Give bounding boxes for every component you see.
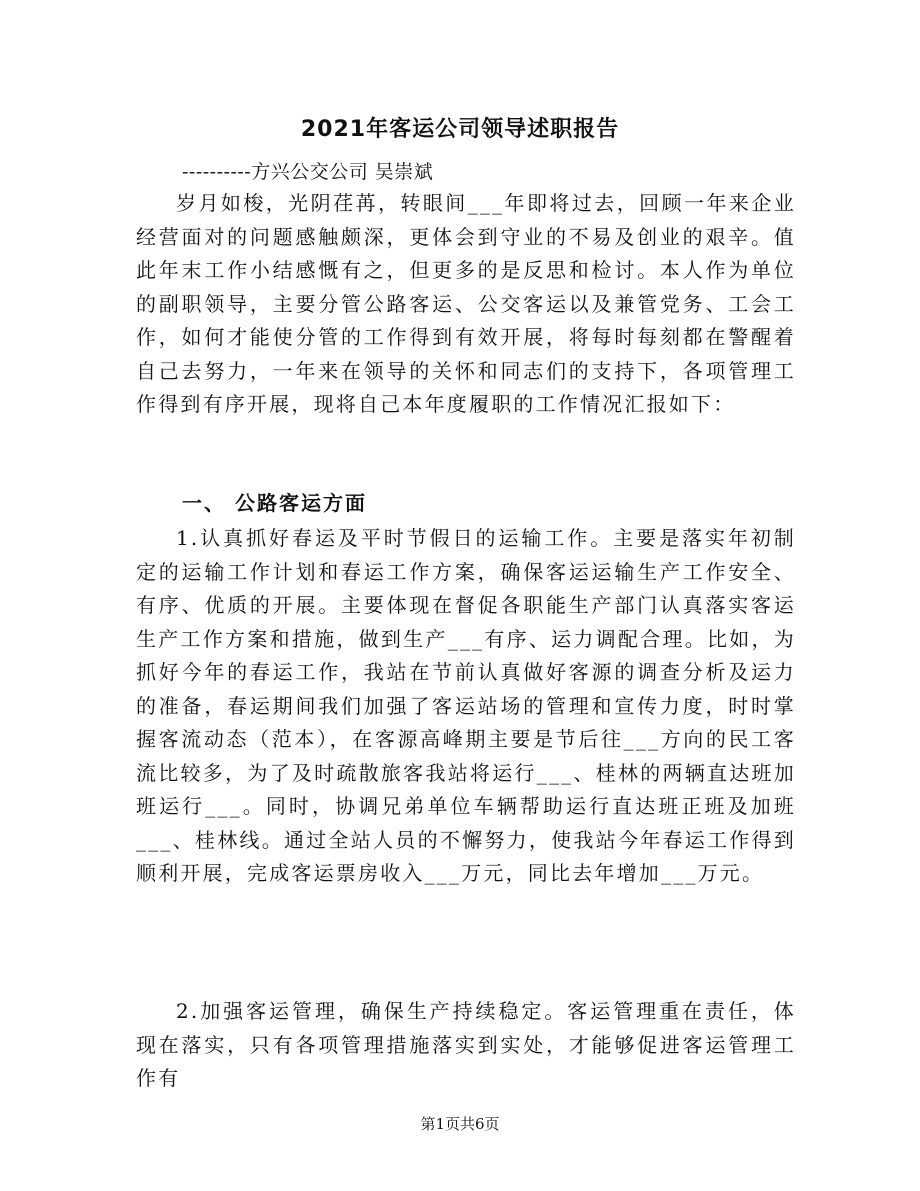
document-title: 2021年客运公司领导述职报告: [300, 117, 620, 142]
item-2-paragraph-block: [136, 995, 796, 1096]
item-1-paragraph-block: [136, 522, 796, 891]
item-1-paragraph: 1.认真抓好春运及平时节假日的运输工作。主要是落实年初制定的运输工作计划和春运工作方案，确保客运运输生产工作安全、有序、优质的开展。主要体现在督促各职能生产部门认真落实客运生产工作方案和措施，做到生产___有序、运力调配合理。比如，为抓好今年的春运工作，我站在节前认真做好客源的调查分析及运力的准备，春运期间我们加强了客运站场的管理和宣传力度，时时掌握客流动态（范本），在客源高峰期主要是节后往___方向的民工客流比较多，为了及时疏散旅客我站将运行___、桂林的两辆直达班加班运行___。同时，协调兄弟单位车辆帮助运行直达班正班及加班___、桂林线。通过全站人员的不懈努力，使我站今年春运工作得到顺利开展，完成客运票房收入___万元，同比去年增加___万元。: [136, 526, 796, 885]
page-number: 第1页共6页: [420, 1115, 500, 1133]
author-line: ----------方兴公交公司 吴崇斌: [182, 161, 434, 183]
intro-paragraph: 岁月如梭，光阴荏苒，转眼间___年即将过去，回顾一年来企业经营面对的问题感触颇深，更体会到守业的不易及创业的艰辛。值此年末工作小结感慨有之，但更多的是反思和检讨。本人作为单位的副职领导，主要分管公路客运、公交客运以及兼管党务、工会工作，如何才能使分管的工作得到有效开展，将每时每刻都在警醒着自己去努力，一年来在领导的关怀和同志们的支持下，各项管理工作得到有序开展，现将自己本年度履职的工作情况汇报如下：: [136, 191, 796, 416]
item-2-paragraph: 2.加强客运管理，确保生产持续稳定。客运管理重在责任，体现在落实，只有各项管理措施落实到实处，才能够促进客运管理工作有: [136, 999, 796, 1090]
intro-paragraph-block: [136, 187, 796, 422]
section-heading: 一、 公路客运方面: [182, 491, 367, 515]
